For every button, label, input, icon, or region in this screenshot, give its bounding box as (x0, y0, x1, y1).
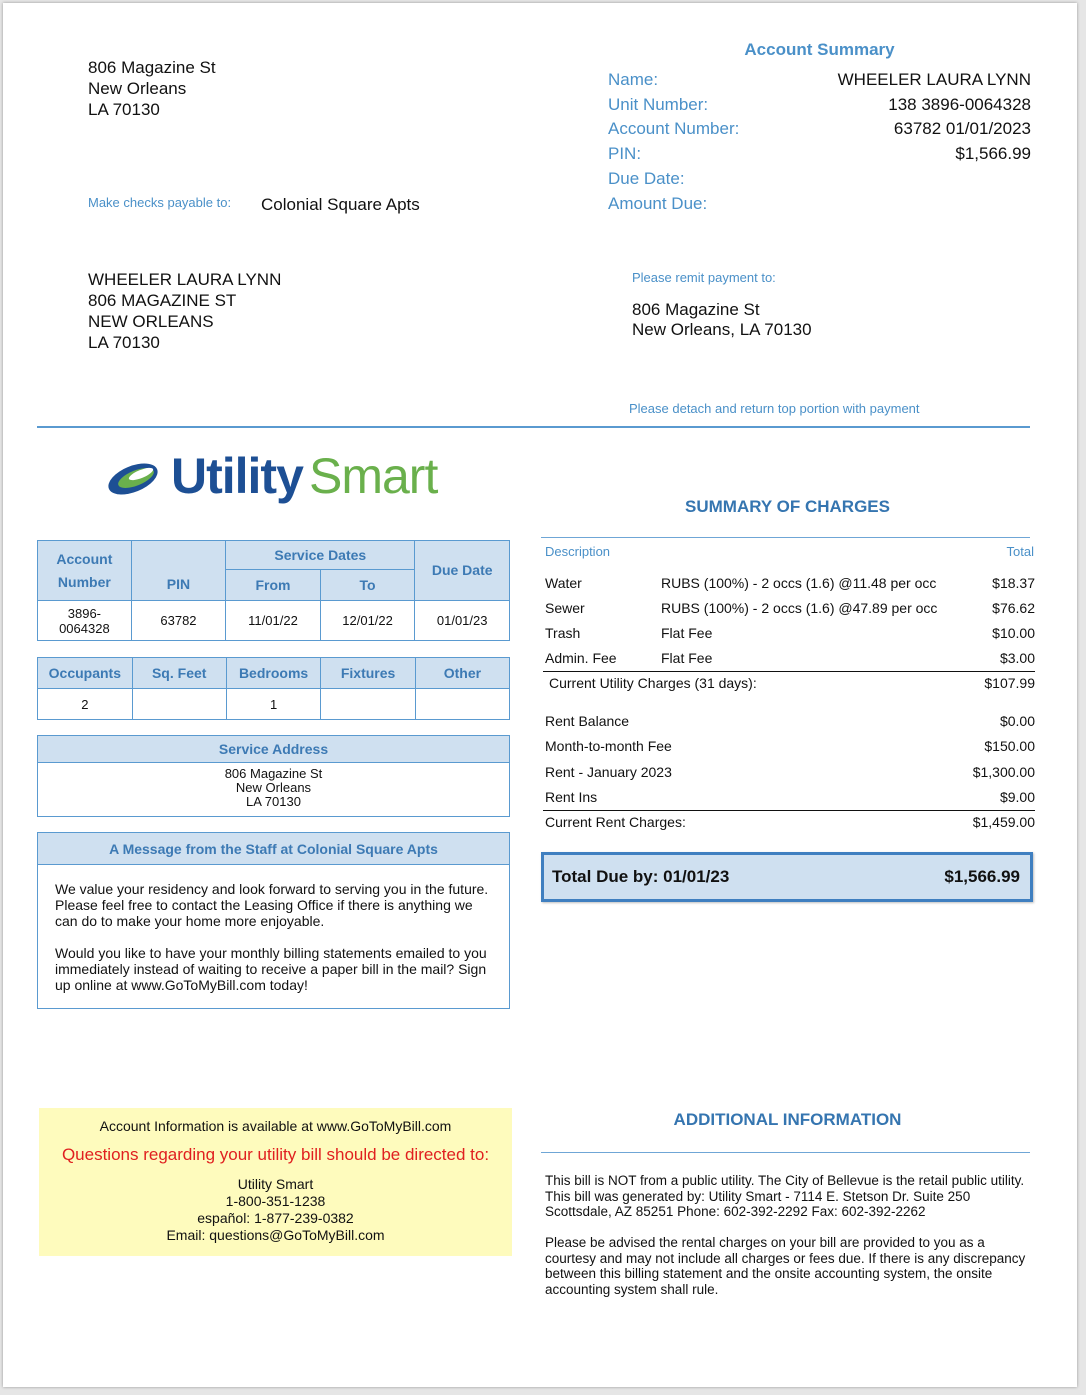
row-value: 63782 01/01/2023 (893, 119, 1031, 138)
row-label: Name: (608, 70, 659, 89)
charge-name: Month-to-month Fee (545, 738, 672, 754)
staff-message-title: A Message from the Staff at Colonial Square Apts (38, 833, 509, 865)
charge-row (545, 760, 1035, 784)
charge-name: Rent Balance (545, 713, 630, 729)
occupants-value: 2 (38, 689, 133, 720)
sender-address-line3: LA 70130 (88, 100, 160, 119)
logo-swirl-icon (105, 451, 167, 503)
contact-details (39, 1165, 512, 1244)
row-value: 138 3896-0064328 (888, 95, 1031, 114)
charge-amount: $1,300.00 (972, 764, 1035, 780)
remit-line2: New Orleans, LA 70130 (632, 320, 812, 339)
rent-total-label: Current Rent Charges: (545, 814, 686, 830)
contact-phone: 1-800-351-1238 (225, 1193, 326, 1209)
charge-name: Water (545, 575, 582, 591)
account-summary-title: Account Summary (744, 40, 895, 59)
row-label: Account Number: (608, 119, 740, 138)
account-summary-row (608, 95, 1031, 120)
charge-name: Trash (545, 625, 581, 641)
charge-row (545, 646, 1035, 670)
charge-amount: $10.00 (992, 625, 1035, 641)
other-value (415, 689, 509, 720)
charge-amount: $0.00 (999, 713, 1035, 729)
row-value: $1,566.99 (955, 144, 1031, 163)
pin-value: 63782 (131, 601, 225, 641)
sq-feet-value (132, 689, 226, 720)
header-sq-feet: Sq. Feet (132, 658, 226, 689)
service-address-line3: LA 70130 (246, 794, 301, 809)
service-address-body (38, 763, 509, 809)
payable-value: Colonial Square Apts (261, 195, 420, 214)
additional-info-divider (541, 1152, 1030, 1153)
logo-word-utility: Utility (171, 448, 303, 504)
additional-info-para2: Please be advised the rental charges on your bill are provided to you as a courtesy and may not include all charges or fees due. If there is any discrepancy between this billing statement and the onsite accounting system, the onsite accounting system shall rule. (545, 1235, 1026, 1297)
header-occupants: Occupants (38, 658, 133, 689)
contact-spanish: español: 1-877-239-0382 (197, 1210, 354, 1226)
occupancy-table (37, 657, 510, 720)
remit-line1: 806 Magazine St (632, 300, 760, 319)
contact-company: Utility Smart (237, 1176, 314, 1192)
row-value: WHEELER LAURA LYNN (837, 70, 1031, 89)
staff-message-para1: We value your residency and look forward to serving you in the future. Please feel free to contact the Leasing Office if there is anything we can do to make your home more enjoyable. (55, 881, 489, 929)
service-address-line2: New Orleans (235, 780, 312, 795)
contact-info-box (39, 1108, 512, 1256)
recipient-address (88, 269, 281, 353)
header-bedrooms: Bedrooms (226, 658, 321, 689)
account-summary-row (608, 70, 1031, 95)
recipient-line1: WHEELER LAURA LYNN (88, 270, 282, 289)
from-value: 11/01/22 (226, 601, 321, 641)
header-account-number: Account Number (38, 541, 132, 601)
account-summary-row (608, 169, 1031, 194)
remit-label: Please remit payment to: (632, 270, 776, 285)
charge-name: Admin. Fee (545, 650, 617, 666)
utility-smart-logo (103, 443, 438, 513)
charge-detail: RUBS (100%) - 2 occs (1.6) @47.89 per occ (661, 600, 938, 616)
utility-total-row (545, 671, 1035, 695)
additional-info-title: ADDITIONAL INFORMATION (673, 1110, 902, 1129)
detach-note: Please detach and return top portion with payment (629, 401, 920, 416)
col-description: Description (545, 544, 611, 559)
charge-row (545, 709, 1035, 733)
charge-amount: $150.00 (984, 738, 1035, 754)
rent-total-row (545, 810, 1035, 834)
header-due-date: Due Date (415, 541, 510, 601)
sender-address-line2: New Orleans (88, 79, 187, 98)
staff-message-para2: Would you like to have your monthly billing statements emailed to you immediately instead of waiting to receive a paper bill in the mail? Sign up online at www.GoToMyBill.com today! (55, 945, 487, 993)
sender-address (88, 57, 216, 120)
due-date-value: 01/01/23 (415, 601, 510, 641)
col-total: Total (1006, 544, 1034, 559)
total-due-box (541, 852, 1033, 902)
fixtures-value (321, 689, 415, 720)
charge-detail: Flat Fee (661, 625, 713, 641)
charge-row (545, 621, 1035, 645)
charge-amount: $3.00 (999, 650, 1035, 666)
total-due-label: Total Due by: 01/01/23 (552, 867, 730, 886)
service-address-box (37, 735, 510, 817)
utility-total-label: Current Utility Charges (31 days): (549, 675, 757, 691)
payable-label: Make checks payable to: (88, 195, 232, 210)
charge-detail: RUBS (100%) - 2 occs (1.6) @11.48 per occ (661, 575, 937, 591)
recipient-line2: 806 MAGAZINE ST (88, 291, 237, 310)
recipient-line4: LA 70130 (88, 333, 160, 352)
row-label: Due Date: (608, 169, 685, 188)
charge-name: Rent - January 2023 (545, 764, 672, 780)
charge-name: Rent Ins (545, 789, 598, 805)
bedrooms-value: 1 (226, 689, 321, 720)
header-to: To (320, 570, 415, 601)
questions-line: Questions regarding your utility bill should be directed to: (61, 1145, 490, 1164)
row-label: Amount Due: (608, 194, 708, 213)
charge-row (545, 571, 1035, 595)
account-number-value: 3896-0064328 (38, 601, 132, 641)
logo-word-smart: Smart (309, 448, 438, 504)
detach-divider (37, 426, 1030, 428)
remit-address (632, 300, 812, 340)
recipient-line3: NEW ORLEANS (88, 312, 214, 331)
utility-total-amount: $107.99 (984, 675, 1035, 691)
header-fixtures: Fixtures (321, 658, 415, 689)
service-address-title: Service Address (38, 736, 509, 763)
header-service-dates: Service Dates (226, 541, 415, 570)
to-value: 12/01/22 (320, 601, 415, 641)
summary-of-charges-title: SUMMARY OF CHARGES (685, 497, 890, 516)
total-due-amount: $1,566.99 (944, 867, 1020, 886)
account-summary-row (608, 194, 1031, 219)
row-label: Unit Number: (608, 95, 709, 114)
row-label: PIN: (608, 144, 642, 163)
bill-page (3, 3, 1077, 1387)
contact-email: Email: questions@GoToMyBill.com (166, 1227, 385, 1243)
charge-row (545, 785, 1035, 809)
header-pin: PIN (131, 541, 225, 601)
account-summary-row (608, 144, 1031, 169)
sender-address-line1: 806 Magazine St (88, 58, 216, 77)
account-info-line: Account Information is available at www.GoToMyBill.com (99, 1118, 452, 1134)
account-summary-row (608, 119, 1031, 144)
summary-divider (541, 537, 1030, 538)
additional-info-para1: This bill is NOT from a public utility. The City of Bellevue is the retail public utility. This bill was generated by: Utility Smart - 7114 E. Stetson Dr. Suite 250 Scottsdale, AZ 85251 Phone: 602-392-2292 Fax: 602-392-2262 (545, 1173, 1025, 1219)
service-address-line1: 806 Magazine St (224, 766, 323, 781)
charge-amount: $9.00 (999, 789, 1035, 805)
header-other: Other (415, 658, 509, 689)
header-from: From (226, 570, 321, 601)
charge-row (545, 734, 1035, 758)
rent-total-amount: $1,459.00 (972, 814, 1035, 830)
charge-row (545, 596, 1035, 620)
staff-message-box (37, 832, 510, 1009)
charge-detail: Flat Fee (661, 650, 713, 666)
charge-amount: $18.37 (992, 575, 1035, 591)
account-table (37, 540, 510, 641)
charge-amount: $76.62 (992, 600, 1035, 616)
charge-name: Sewer (545, 600, 585, 616)
